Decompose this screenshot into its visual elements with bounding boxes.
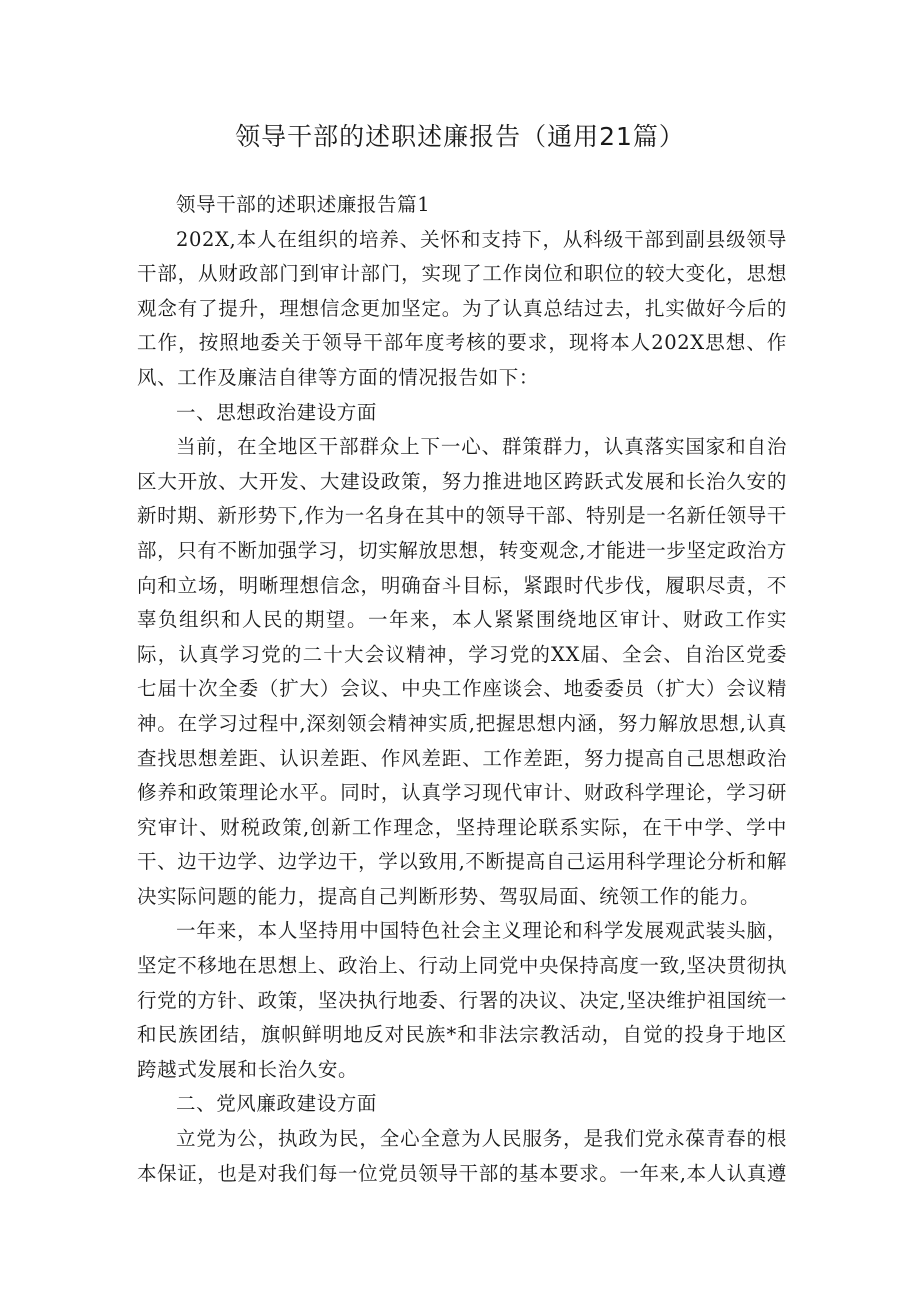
paragraph-political-2: 一年来，本人坚持用中国特色社会主义理论和科学发展观武装头脑，坚定不移地在思想上、政治上、行动上同党中央保持高度一致,坚决贯彻执行党的方针、政策，坚决执行地委、行署的决议、决定,坚决维护祖国统一和民族团结，旗帜鲜明地反对民族*和非法宗教活动，自觉的投身于地区跨越式发展和长治久安。 xyxy=(137,919,787,1081)
document-title: 领导干部的述职述廉报告（通用21篇） xyxy=(235,122,685,151)
paragraph-political-1: 当前，在全地区干部群众上下一心、群策群力，认真落实国家和自治区大开放、大开发、大建设政策，努力推进地区跨跃式发展和长治久安的新时期、新形势下,作为一名身在其中的领导干部、特别是一名新任领导干部，只有不断加强学习，切实解放思想，转变观念,才能进一步坚定政治方向和立场，明晰理想信念，明确奋斗目标，紧跟时代步伐，履职尽责，不辜负组织和人民的期望。一年来，本人紧紧围绕地区审计、财政工作实际，认真学习党的二十大会议精神，学习党的XX届、全会、自治区党委七届十次全委（扩大）会议、中央工作座谈会、地委委员（扩大）会议精神。在学习过程中,深刻领会精神实质,把握思想内涵，努力解放思想,认真查找思想差距、认识差距、作风差距、工作差距，努力提高自己思想政治修养和政策理论水平。同时，认真学习现代审计、财政科学理论，学习研究审计、财税政策,创新工作理念，坚持理论联系实际，在干中学、学中干、边干边学、边学边干，学以致用,不断提高自己运用科学理论分析和解决实际问题的能力，提高自己判断形势、驾驭局面、统领工作的能力。 xyxy=(137,435,787,908)
paragraph-intro: 202X,本人在组织的培养、关怀和支持下，从科级干部到副县级领导干部，从财政部门到审计部门，实现了工作岗位和职位的较大变化，思想观念有了提升，理想信念更加坚定。为了认真总结过去，扎实做好今后的工作，按照地委关于领导干部年度考核的要求，现将本人202X思想、作风、工作及廉洁自律等方面的情况报告如下： xyxy=(137,227,787,389)
document-body xyxy=(137,188,787,1191)
section-heading-political: 一、思想政治建设方面 xyxy=(176,400,378,424)
section-heading-integrity: 二、党风廉政建设方面 xyxy=(176,1092,378,1116)
section-heading-article-1: 领导干部的述职述廉报告篇1 xyxy=(176,193,431,216)
paragraph-integrity-1: 立党为公，执政为民，全心全意为人民服务，是我们党永葆青春的根本保证，也是对我们每一位党员领导干部的基本要求。一年来,本人认真遵 xyxy=(137,1127,787,1185)
